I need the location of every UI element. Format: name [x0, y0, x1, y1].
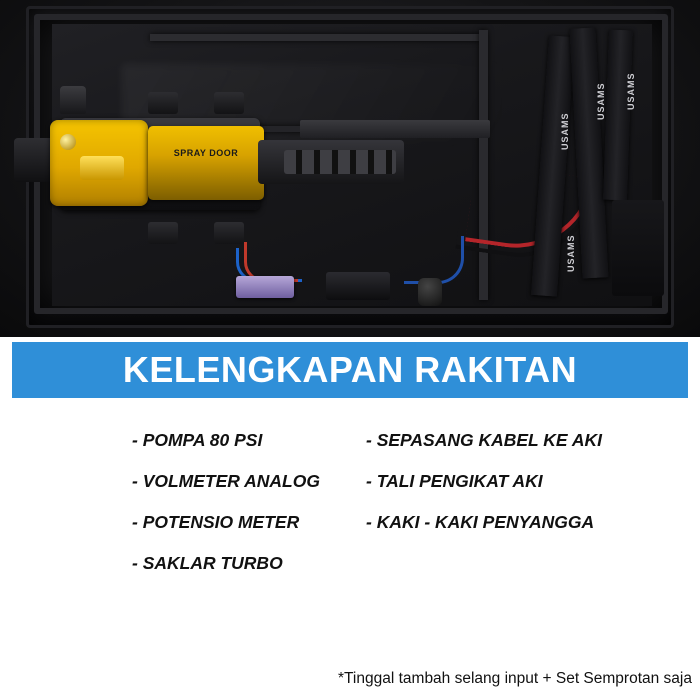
- blue-harness-wire: [404, 236, 464, 284]
- pump-mount-foot: [214, 222, 244, 244]
- footnote-text: *Tinggal tambah selang input + Set Semprotan saja: [338, 670, 692, 687]
- headline-text: KELENGKAPAN RAKITAN: [122, 349, 578, 390]
- pump-mount-foot: [214, 92, 244, 114]
- fuse-holder: [326, 272, 390, 300]
- pump-mount-foot: [148, 92, 178, 114]
- list-item: - SAKLAR TURBO: [132, 553, 283, 573]
- list-item: - TALI PENGIKAT AKI: [366, 471, 543, 491]
- case-slot: [300, 120, 490, 138]
- pump-mount-foot: [148, 222, 178, 244]
- list-item: - KAKI - KAKI PENYANGGA: [366, 512, 595, 532]
- list-item: - SEPASANG KABEL KE AKI: [366, 430, 602, 450]
- feature-lists: [0, 420, 700, 594]
- strap-brand-text: USAMS: [560, 112, 570, 150]
- case-rib-top: [150, 34, 480, 41]
- strap-brand-text: USAMS: [626, 72, 636, 110]
- pump-outlet-cap: [60, 86, 86, 114]
- list-item: - POTENSIO METER: [132, 512, 300, 532]
- strap-brand-text: USAMS: [566, 234, 576, 272]
- wire-connector: [236, 276, 294, 298]
- motor-vent-fins: [284, 150, 396, 174]
- feature-list-right: [366, 420, 666, 594]
- product-photo: [0, 0, 700, 337]
- pump-brand-label: SPRAY DOOR: [173, 148, 239, 158]
- strap-brand-text: USAMS: [596, 82, 606, 120]
- list-item: - VOLMETER ANALOG: [132, 471, 320, 491]
- list-item: - POMPA 80 PSI: [132, 430, 263, 450]
- headline-banner: [12, 342, 688, 398]
- feature-list-left: [132, 420, 352, 594]
- pump-head: [50, 120, 148, 206]
- rubber-boot: [418, 278, 442, 306]
- strap-buckle: [612, 200, 664, 296]
